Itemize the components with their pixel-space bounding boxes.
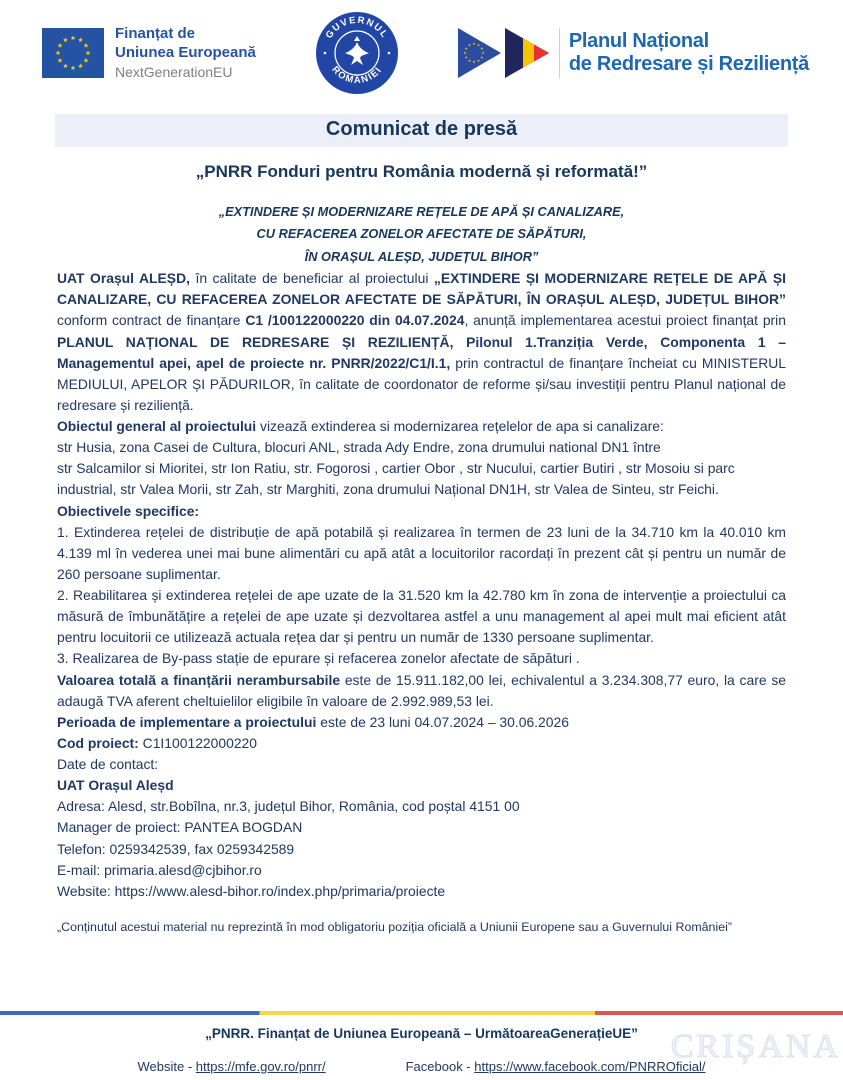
seal-top-text: GUVERNUL	[323, 14, 391, 41]
contact-email: E-mail: primaria.alesd@cjbihor.ro	[57, 861, 262, 878]
footer-facebook-label: Facebook -	[405, 1059, 475, 1074]
eu-text-line1: Finanțat de	[115, 25, 196, 42]
pnrr-logo	[458, 25, 809, 81]
project-code: Cod proiect: C1I100122000220	[57, 734, 257, 751]
pnrr-facebook-link[interactable]: https://www.facebook.com/PNRROficial/	[474, 1059, 706, 1074]
disclaimer-text: „Conținutul acestui material nu reprezintă în mod obligatoriu poziția oficială a Uniunii Europene sau a Guvernului României”	[57, 919, 732, 934]
general-objective-intro: Obiectul general al proiectului vizează extinderea si modernizarea rețelelor de apa si canalizare:	[57, 418, 664, 435]
footer-slogan: „PNRR. Finanțat de Uniunea Europeană – UrmătoareaGenerațieUE”	[205, 1026, 638, 1041]
contact-address: Adresa: Alesd, str.Bobîlna, nr.3, județul Bihor, România, cod poștal 4151 00	[57, 798, 520, 815]
pnrr-logo-text	[569, 30, 809, 76]
pnrr-logo-divider	[559, 28, 560, 78]
headline: „PNRR Fonduri pentru România modernă și reformată!”	[195, 162, 648, 181]
eu-text-line2: Uniunea Europeană	[115, 43, 256, 61]
contact-heading: Date de contact:	[57, 756, 159, 773]
project-title-line2: CU REFACEREA ZONELOR AFECTATE DE SĂPĂTURI,	[256, 226, 587, 242]
objective-item-1: 1. Extinderea rețelei de distribuție de apă potabilă și realizarea în termen de 23 luni de la 34.710 km la 40.010 km 4.139 ml în vederea unei mai bune alimentări cu apă atât a locuitorilor racordați în prezent cât și pentru un număr de 260 persoane suplimentar.	[57, 523, 786, 582]
eu-flag-icon	[42, 28, 104, 78]
implementation-period: Perioada de implementare a proiectului este de 23 luni 04.07.2024 – 30.06.2026	[57, 713, 569, 730]
objective-item-2: 2. Reabilitarea și extinderea rețelei de ape uzate de la 31.520 km la 42.780 km în zona de intervenție a proiectului ca măsură de îmbunătățire a rețelei de ape uzate și dezvoltarea astfel a unu management al apei mult mai eficient atât pentru locuitorii ce utilizează actuala rețea dar și pentru un număr de 1330 persoane suplimentar.	[57, 587, 786, 646]
nextgeneu-label: NextGenerationEU	[115, 63, 233, 80]
crisana-watermark: CRIȘANA	[670, 1028, 841, 1065]
specific-objectives-heading: Obiectivele specifice:	[57, 502, 200, 519]
eu-funding-logo	[42, 25, 256, 81]
objective-item-3: 3. Realizarea de By-pass stație de epurare și refacerea zonelor afectate de săpături .	[57, 650, 580, 667]
pnrr-text-line1: Planul Național	[568, 30, 709, 52]
seal-bottom-text: ROMÂNIEI	[329, 64, 385, 87]
contact-manager: Manager de proiect: PANTEA BOGDAN	[57, 819, 303, 836]
project-title-line3: ÎN ORAȘUL ALEȘD, JUDEȚUL BIHOR”	[304, 248, 539, 264]
total-value-paragraph: Valoarea totală a finanțării nerambursabile este de 15.911.182,00 lei, echivalentul a 3.234.308,77 euro, la care se adaugă TVA aferent cheltuielilor eligibile în valoare de 2.992.989,53 lei.	[57, 671, 786, 709]
paragraph-intro: UAT Orașul ALEȘD, în calitate de beneficiar al proiectului „EXTINDERE ȘI MODERNIZARE REȚELE DE APĂ ȘI CANALIZARE, CU REFACEREA ZONELOR AFECTATE DE SĂPĂTURI, ÎN ORAȘUL ALEȘD, JUDEȚUL BIHOR” conform contract de finanțare C1 /100122000220 din 04.07.2024, anunță implementarea acestui proiect finanțat prin PLANUL NAȚIONAL DE REDRESARE ȘI REZILIENȚĂ, Pilonul 1.Tranziția Verde, Componenta 1 – Managementul apei, apel de proiecte nr. PNRR/2022/C1/I.1, prin contractul de finanțare încheiat cu MINISTERUL MEDIULUI, APELOR ȘI PĂDURILOR, în calitate de coordonator de reforme și/sau investiții pentru Planul național de redresare și reziliență.	[57, 270, 787, 413]
contact-org: UAT Orașul Aleșd	[57, 777, 174, 794]
romanian-flag-divider	[0, 1011, 843, 1015]
press-release-title: Comunicat de presă	[55, 114, 788, 147]
footer-website-label: Website -	[137, 1059, 196, 1074]
mfe-pnrr-link[interactable]: https://mfe.gov.ro/pnrr/	[195, 1059, 326, 1074]
logo-header	[0, 0, 843, 92]
project-title	[0, 201, 843, 268]
general-objective-line: industrial, str Valea Morii, str Zah, str Marghiti, zona drumului Național DN1H, str Valea de Sinteu, str Feichi.	[57, 481, 719, 498]
footer-facebook-item	[406, 1059, 706, 1074]
contact-website: Website: https://www.alesd-bihor.ro/index.php/primaria/proiecte	[57, 882, 446, 899]
pnrr-text-line2: de Redresare și Reziliență	[568, 53, 809, 75]
project-title-line1: „EXTINDERE ȘI MODERNIZARE REȚELE DE APĂ ȘI CANALIZARE,	[218, 204, 625, 219]
gov-seal-icon	[315, 11, 399, 95]
general-objective-line: str Husia, zona Casei de Cultura, blocuri ANL, strada Ady Endre, zona drumului national DN1 între	[57, 439, 661, 456]
body-content	[57, 268, 786, 902]
footer-website-item	[138, 1059, 326, 1074]
pnrr-arrows-icon	[458, 25, 550, 81]
contact-phone: Telefon: 0259342539, fax 0259342589	[57, 840, 295, 857]
eu-funding-text	[115, 25, 256, 81]
general-objective-line: str Salcamilor si Mioritei, str Ion Ratiu, str. Fogorosi , cartier Obor , str Nucului, cartier Butiri , str Mosoiu si parc	[57, 460, 735, 477]
